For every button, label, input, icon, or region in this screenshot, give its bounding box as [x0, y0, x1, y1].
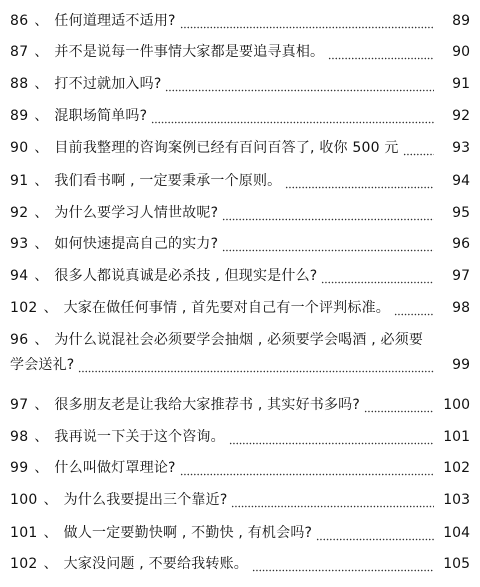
entry-page-number: 93 [452, 140, 470, 156]
entry-page-number: 95 [452, 205, 470, 221]
entry-number: 101 [10, 525, 38, 541]
entry-number: 87 [10, 44, 29, 60]
entry-separator: 、 [34, 13, 49, 29]
entry-page-number: 90 [452, 44, 470, 60]
entry-separator: 、 [34, 268, 49, 284]
entry-number: 86 [10, 13, 29, 29]
entry-title: 目前我整理的咨询案例已经有百问百答了, 收你 500 元 [54, 140, 399, 156]
entry-page-number: 89 [452, 13, 470, 29]
entry-separator: 、 [43, 525, 58, 541]
entry-title: 如何快速提高自己的实力? [54, 236, 219, 252]
entry-title: 为什么说混社会必须要学会抽烟 , 必须要学会喝酒 , 必须要 [54, 332, 424, 348]
entry-number: 100 [10, 492, 38, 508]
toc-entry[interactable] [10, 10, 470, 32]
dot-leader [394, 297, 434, 319]
entry-number: 99 [10, 460, 29, 476]
dot-leader [222, 233, 434, 255]
dot-leader [252, 553, 434, 575]
entry-separator: 、 [34, 76, 49, 92]
entry-number: 102 [10, 556, 38, 572]
entry-page-number: 92 [452, 108, 470, 124]
entry-separator: 、 [34, 429, 49, 445]
entry-page-number: 97 [452, 268, 470, 284]
entry-title: 大家在做任何事情 , 首先要对自己有一个评判标准。 [63, 300, 390, 316]
entry-separator: 、 [34, 173, 49, 189]
entry-title-continuation: 学会送礼? [10, 357, 75, 373]
entry-title: 什么叫做灯罩理论? [54, 460, 176, 476]
entry-number: 88 [10, 76, 29, 92]
entry-number: 102 [10, 300, 38, 316]
entry-number: 90 [10, 140, 29, 156]
toc-entry[interactable] [10, 170, 470, 192]
entry-number: 89 [10, 108, 29, 124]
entry-number: 94 [10, 268, 29, 284]
entry-title: 做人一定要勤快啊 , 不勤快 , 有机会吗? [63, 525, 313, 541]
toc-entry[interactable] [10, 426, 470, 448]
dot-leader [151, 105, 434, 127]
entry-separator: 、 [34, 205, 49, 221]
toc-entry[interactable] [10, 233, 470, 255]
dot-leader [165, 73, 434, 95]
entry-title: 任何道理适不适用? [54, 13, 176, 29]
entry-number: 98 [10, 429, 29, 445]
entry-title: 混职场简单吗? [54, 108, 148, 124]
entry-separator: 、 [34, 140, 49, 156]
toc-entry[interactable] [10, 457, 470, 479]
dot-leader [364, 394, 434, 416]
entry-title: 并不是说每一件事情大家都是要追寻真相。 [54, 44, 325, 60]
entry-page-number: 102 [443, 460, 470, 476]
entry-title: 很多朋友老是让我给大家推荐书 , 其实好书多吗? [54, 397, 361, 413]
entry-page-number: 96 [452, 236, 470, 252]
entry-title: 打不过就加入吗? [54, 76, 162, 92]
toc-entry[interactable] [10, 137, 470, 159]
entry-page-number: 94 [452, 173, 470, 189]
entry-title: 我们看书啊 , 一定要秉承一个原则。 [54, 173, 282, 189]
entry-separator: 、 [34, 236, 49, 252]
toc-entry[interactable] [10, 522, 470, 544]
entry-separator: 、 [34, 44, 49, 60]
entry-number: 96 [10, 332, 29, 348]
entry-separator: 、 [34, 332, 49, 348]
dot-leader [180, 457, 434, 479]
entry-page-number: 99 [452, 357, 470, 373]
entry-separator: 、 [43, 556, 58, 572]
entry-page-number: 98 [452, 300, 470, 316]
dot-leader [180, 10, 434, 32]
entry-separator: 、 [34, 397, 49, 413]
entry-separator: 、 [43, 300, 58, 316]
toc-entry[interactable] [10, 297, 470, 319]
dot-leader [321, 265, 434, 287]
entry-page-number: 91 [452, 76, 470, 92]
dot-leader [229, 426, 434, 448]
toc-entry[interactable] [10, 394, 470, 416]
dot-leader [222, 202, 434, 224]
entry-separator: 、 [34, 108, 49, 124]
toc-entry[interactable] [10, 265, 470, 287]
entry-title: 我再说一下关于这个咨询。 [54, 429, 225, 445]
dot-leader [403, 137, 434, 159]
toc-entry[interactable] [10, 329, 470, 377]
entry-title: 为什么我要提出三个靠近? [63, 492, 228, 508]
toc-entry[interactable] [10, 489, 470, 511]
entry-number: 93 [10, 236, 29, 252]
toc-entry[interactable] [10, 105, 470, 127]
entry-title: 很多人都说真诚是必杀技 , 但现实是什么? [54, 268, 318, 284]
entry-page-number: 100 [443, 397, 470, 413]
toc-entry[interactable] [10, 553, 470, 575]
entry-separator: 、 [34, 460, 49, 476]
entry-page-number: 103 [443, 492, 470, 508]
dot-leader [316, 522, 434, 544]
toc-entry[interactable] [10, 41, 470, 63]
entry-number: 97 [10, 397, 29, 413]
toc-entry[interactable] [10, 202, 470, 224]
entry-page-number: 105 [443, 556, 470, 572]
entry-page-number: 104 [443, 525, 470, 541]
dot-leader [285, 170, 434, 192]
entry-number: 92 [10, 205, 29, 221]
dot-leader [78, 354, 434, 376]
entry-number: 91 [10, 173, 29, 189]
entry-title: 大家没问题 , 不要给我转账。 [63, 556, 248, 572]
entry-title: 为什么要学习人情世故呢? [54, 205, 219, 221]
entry-page-number: 101 [443, 429, 470, 445]
dot-leader [231, 489, 434, 511]
toc-entry[interactable] [10, 73, 470, 95]
dot-leader [328, 41, 434, 63]
entry-separator: 、 [43, 492, 58, 508]
